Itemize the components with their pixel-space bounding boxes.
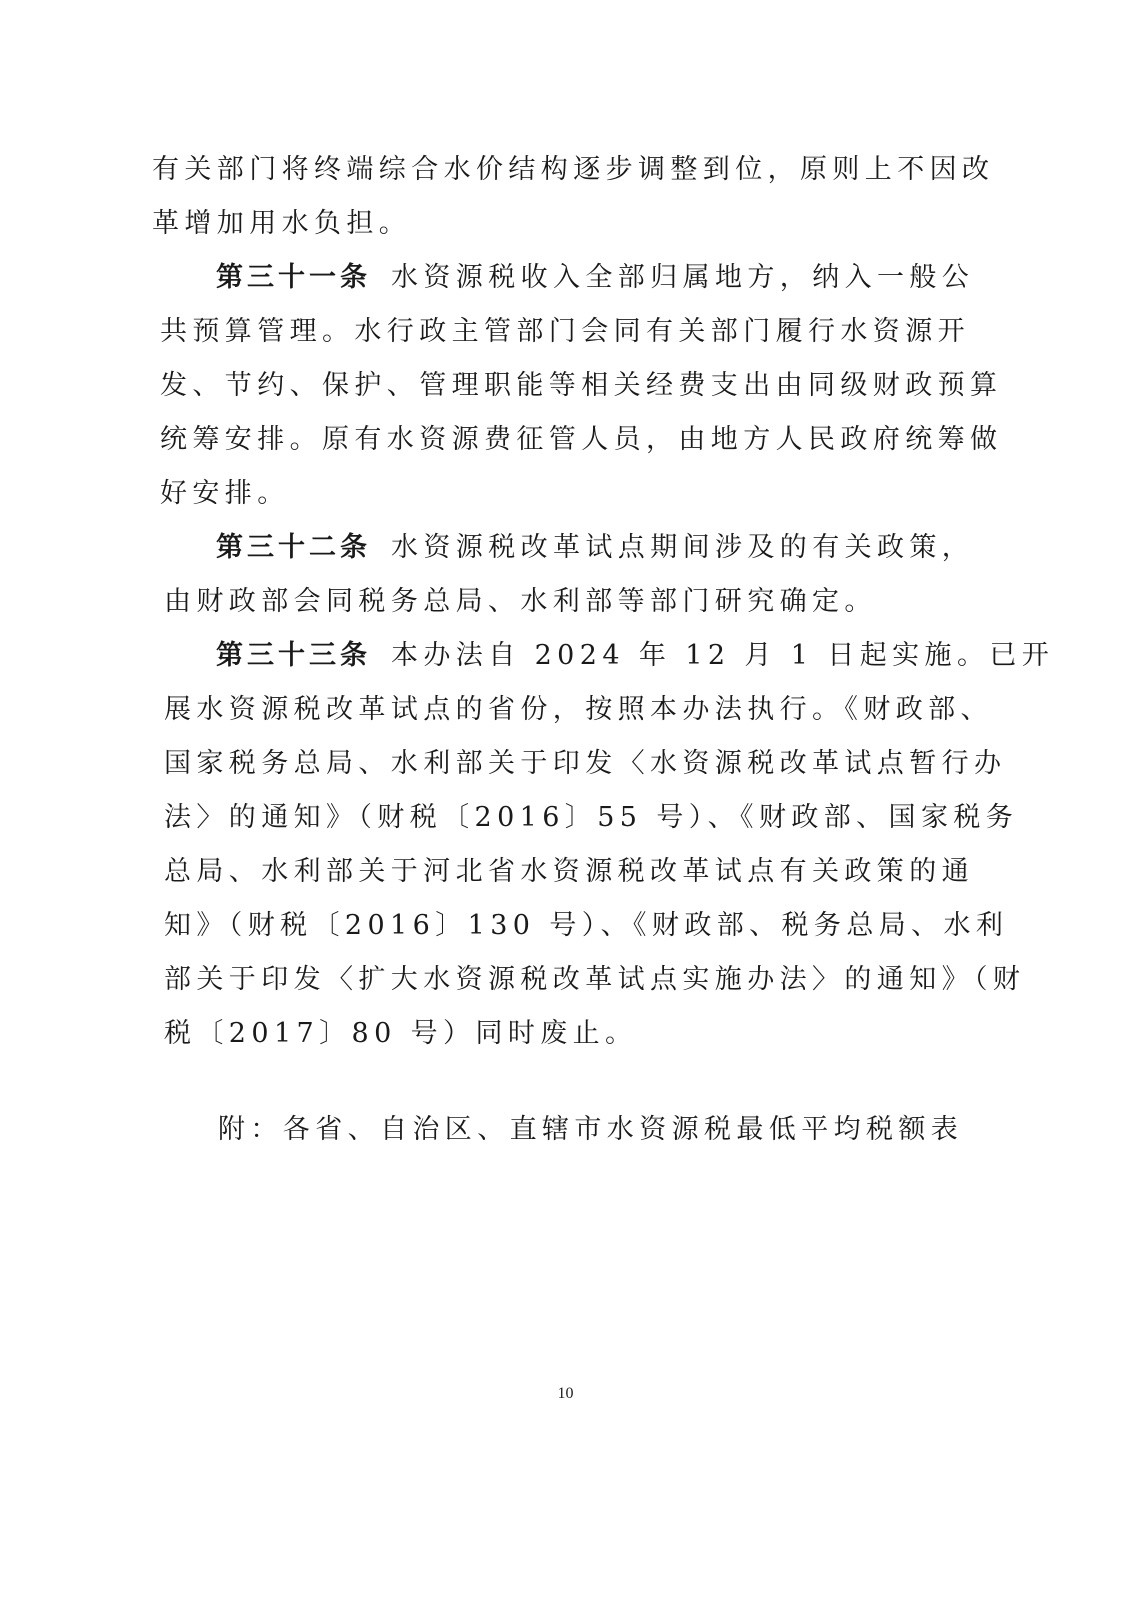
article-31-first-line <box>216 258 974 298</box>
body-line: 总局、水利部关于河北省水资源税改革试点有关政策的通 <box>164 856 974 887</box>
article-31-text: 水资源税收入全部归属地方，纳入一般公 <box>391 262 975 293</box>
body-line: 法〉的通知》（财税〔2016〕55 号）、《财政部、国家税务 <box>164 802 1019 833</box>
body-line: 知》（财税〔2016〕130 号）、《财政部、税务总局、水利 <box>164 910 1009 941</box>
body-line: 有关部门将终端综合水价结构逐步调整到位，原则上不因改 <box>152 154 995 185</box>
body-line: 好安排。 <box>160 478 290 509</box>
body-line: 统筹安排。原有水资源费征管人员，由地方人民政府统筹做 <box>160 424 1003 455</box>
body-line: 共预算管理。水行政主管部门会同有关部门履行水资源开 <box>160 316 970 347</box>
body-line: 部关于印发〈扩大水资源税改革试点实施办法〉的通知》（财 <box>164 964 1026 995</box>
article-33-first-line <box>216 636 1054 676</box>
article-33-text: 本办法自 2024 年 12 月 1 日起实施。已开 <box>391 640 1055 671</box>
body-line: 发、节约、保护、管理职能等相关经费支出由同级财政预算 <box>160 370 1003 401</box>
body-line: 展水资源税改革试点的省份，按照本办法执行。《财政部、 <box>164 694 993 725</box>
body-line: 革增加用水负担。 <box>152 208 412 239</box>
article-32-first-line <box>216 528 974 568</box>
article-31-heading: 第三十一条 <box>216 262 371 293</box>
body-line: 由财政部会同税务总局、水利部等部门研究确定。 <box>164 586 877 617</box>
article-33-heading: 第三十三条 <box>216 640 371 671</box>
page-number: 10 <box>557 1385 574 1402</box>
article-32-text: 水资源税改革试点期间涉及的有关政策， <box>391 532 975 563</box>
attachment-note: 附：各省、自治区、直辖市水资源税最低平均税额表 <box>218 1114 964 1145</box>
body-line: 税〔2017〕80 号）同时废止。 <box>164 1018 638 1049</box>
article-32-heading: 第三十二条 <box>216 532 371 563</box>
body-line: 国家税务总局、水利部关于印发〈水资源税改革试点暂行办 <box>164 748 1007 779</box>
